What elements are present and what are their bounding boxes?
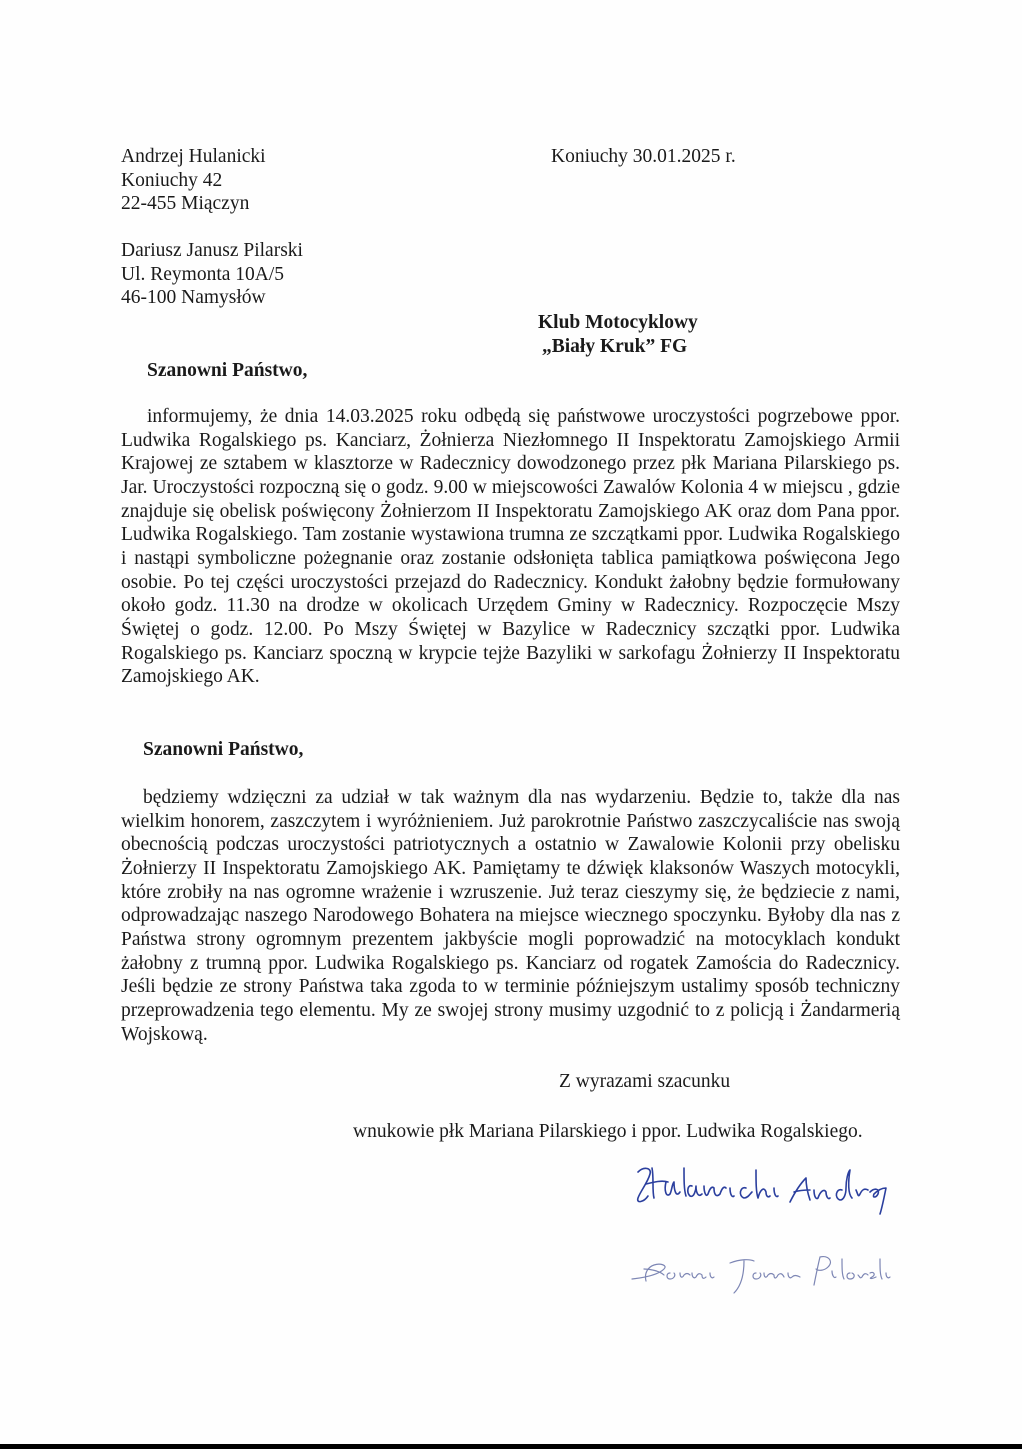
signature-pilarski — [630, 1245, 900, 1295]
sender-street: Koniuchy 42 — [121, 169, 223, 191]
sender-name: Andrzej Hulanicki — [121, 146, 266, 167]
signature-hulanicki — [630, 1158, 900, 1218]
sender-address — [121, 145, 266, 216]
letter-date: Koniuchy 30.01.2025 r. — [551, 146, 736, 167]
body-paragraph-1: informujemy, że dnia 14.03.2025 roku odbędą się państwowe uroczystości pogrzebowe ppor. Ludwika Rogalskiego ps. Kanciarz, Żołnierza Niezłomnego II Inspektoratu Zamojskiego Armii Krajowej ze sztabem w klasztorze w Radecznicy dowodzonego przez płk Mariana Pilarskiego ps. Jar. Uroczystości rozpoczną się o godz. 9.00 w miejscowości Zawalów Kolonia 4 w miejscu , gdzie znajduje się obelisk poświęcony Żołnierzom II Inspektoratu Zamojskiego AK oraz dom Pana ppor. Ludwika Rogalskiego. Tam zostanie wystawiona trumna ze szczątkami ppor. Ludwika Rogalskiego i nastąpi symboliczne pożegnanie oraz zostanie odsłonięta tablica pamiątkowa poświęcona Jego osobie. Po tej części uroczystości przejazd do Radecznicy. Kondukt żałobny będzie formułowany około godz. 11.30 na drodze w okolicach Urzędem Gminy w Radecznicy. Rozpoczęcie Mszy Świętej o godz. 12.00. Po Mszy Świętej w Bazylice w Radecznicy szczątki ppor. Ludwika Rogalskiego ps. Kanciarz spoczną w krypcie tejże Bazyliki w sarkofagu Żołnierzy II Inspektoratu Zamojskiego AK. — [121, 406, 900, 688]
closing-phrase: Z wyrazami szacunku — [559, 1071, 731, 1092]
recipient-city: 46-100 Namysłów — [121, 287, 266, 309]
recipient-address — [121, 239, 303, 310]
club-name: „Biały Kruk” FG — [542, 335, 688, 357]
greeting-first: Szanowni Państwo, — [147, 360, 308, 381]
signoff-line: wnukowie płk Mariana Pilarskiego i ppor. Ludwika Rogalskiego. — [353, 1121, 863, 1142]
body-paragraph-2: będziemy wdzięczni za udział w tak ważnym dla nas wydarzeniu. Będzie to, także dla nas wielkim honorem, zaszczytem i wyróżnieniem. Już parokrotnie Państwo zaszczycaliście nas swoją obecnością podczas uroczystości patriotycznych a ostatnio w Zawalowie Kolonii przy obelisku Żołnierzy II Inspektoratu Zamojskiego AK. Pamiętamy te dźwięk klaksonów Waszych motocykli, które zrobiły na nas ogromne wrażenie i wzruszenie. Już teraz cieszymy się, że będziecie z nami, odprowadzając naszego Narodowego Bohatera na miejsce wiecznego spoczynku. Byłoby dla nas z Państwa strony ogromnym prezentem jakbyście mogli poprowadzić na motocyklach kondukt żałobny z trumną ppor. Ludwika Rogalskiego ps. Kanciarz od rogatek Zamościa do Radecznicy. Jeśli będzie ze strony Państwa taka zgoda to w terminie późniejszym ustalimy sposób techniczny przeprowadzenia tego elementu. My ze swojej strony musimy uzgodnić to z policją i Żandarmerią Wojskową. — [121, 787, 900, 1045]
recipient-name: Dariusz Janusz Pilarski — [121, 240, 303, 261]
addressee-club — [538, 311, 698, 358]
bottom-edge-bar — [0, 1444, 1022, 1449]
sender-city: 22-455 Miączyn — [121, 193, 250, 215]
greeting-second: Szanowni Państwo, — [143, 739, 304, 760]
recipient-street: Ul. Reymonta 10A/5 — [121, 263, 285, 285]
club-type: Klub Motocyklowy — [538, 312, 698, 333]
